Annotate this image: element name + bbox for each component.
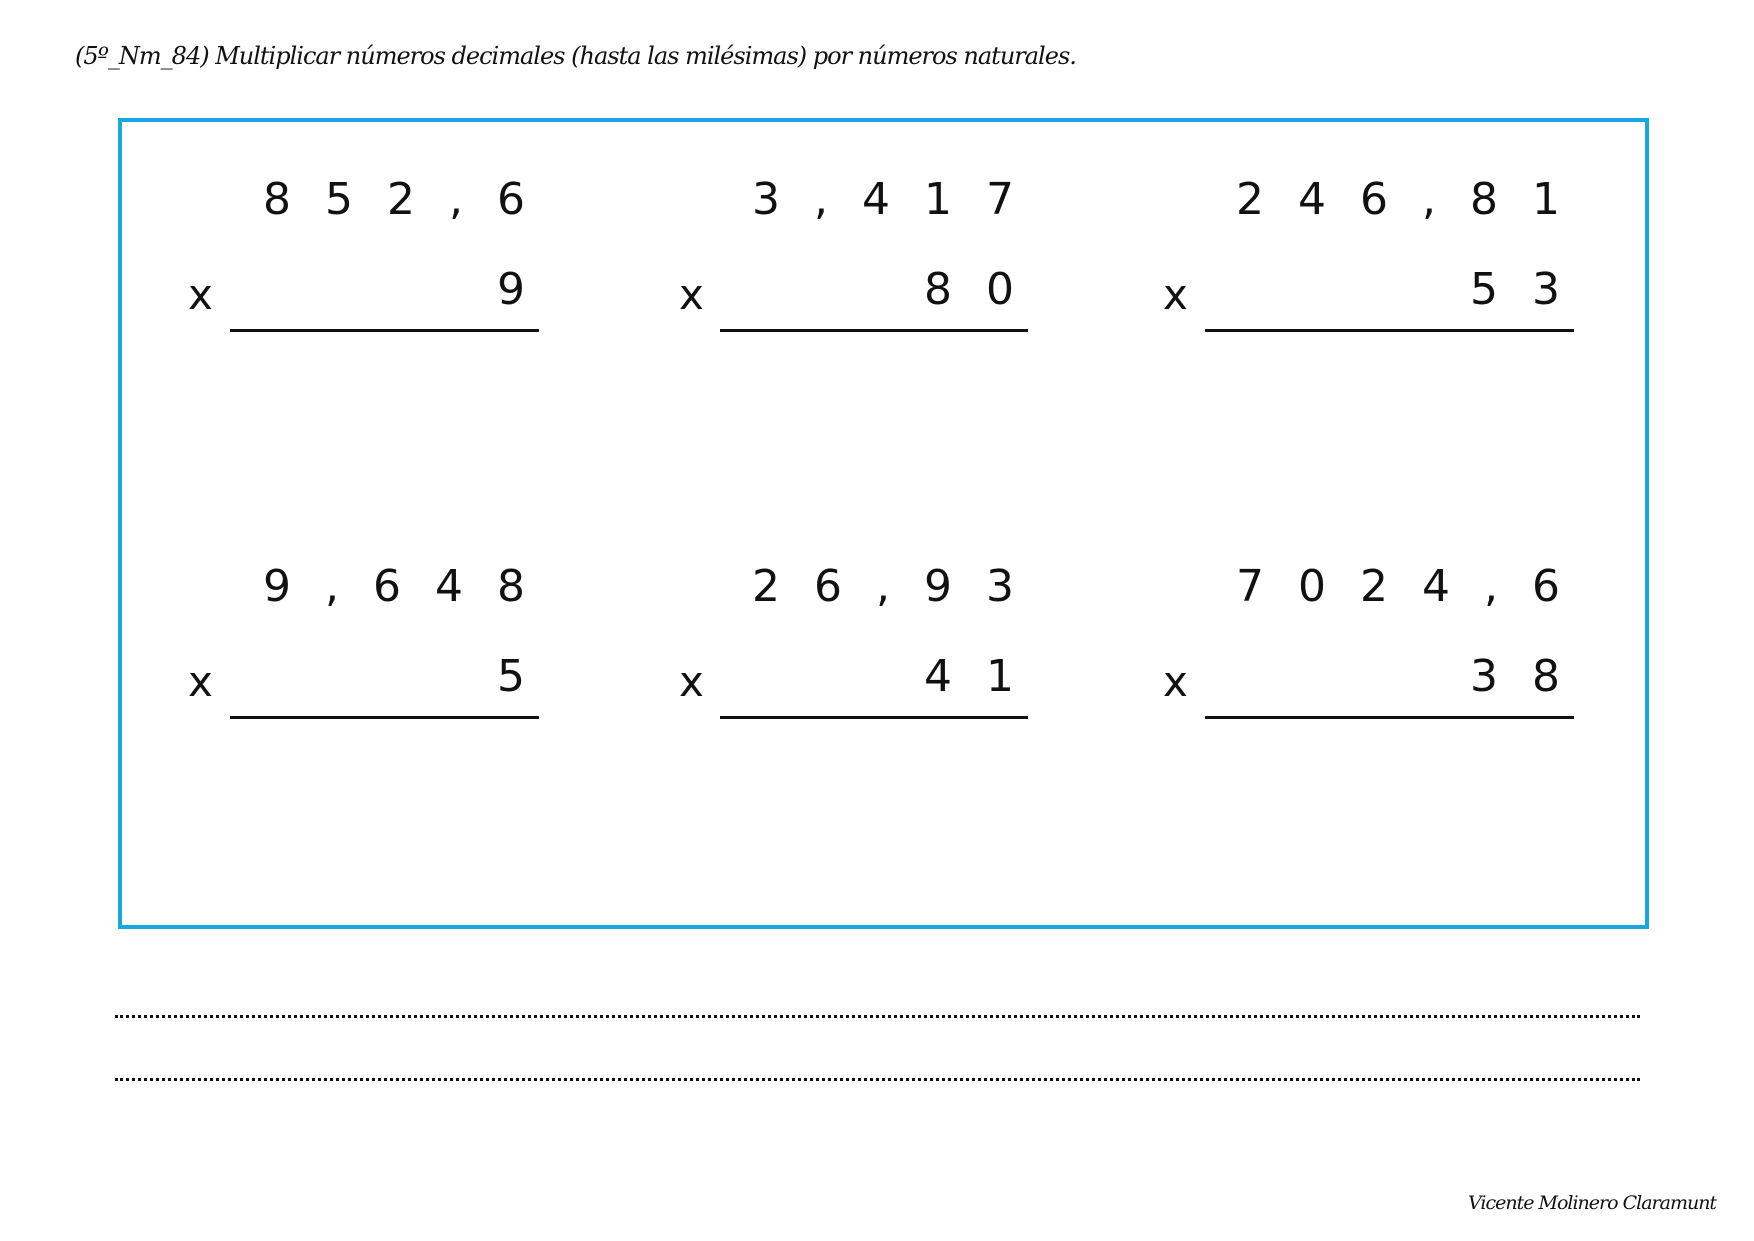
multiplicand: 246,81 (1236, 174, 1594, 225)
answer-line-2[interactable] (115, 1078, 1640, 1081)
multiplier: 9 (497, 264, 559, 315)
multiplication-problem (0, 561, 1594, 762)
multiplier: 38 (1470, 651, 1594, 702)
multiplicand: 7024,6 (1236, 561, 1594, 612)
multiplicand: 9,648 (263, 561, 559, 612)
multiplier: 41 (924, 651, 1048, 702)
result-line (1205, 716, 1574, 719)
multiply-sign: x (679, 270, 704, 319)
multiply-sign: x (188, 657, 213, 706)
multiplication-problem (0, 174, 1594, 375)
multiply-sign: x (188, 270, 213, 319)
result-line (1205, 329, 1574, 332)
multiplier: 80 (924, 264, 1048, 315)
answer-line-1[interactable] (115, 1015, 1640, 1018)
multiplicand: 852,6 (263, 174, 559, 225)
multiplicand: 26,93 (752, 561, 1048, 612)
multiplier: 5 (497, 651, 559, 702)
multiply-sign: x (679, 657, 704, 706)
multiply-sign: x (1163, 270, 1188, 319)
multiplicand: 3,417 (752, 174, 1048, 225)
worksheet-title: (5º_Nm_84) Multiplicar números decimales (hasta las milésimas) por números naturales. (75, 42, 1076, 70)
multiplier: 53 (1470, 264, 1594, 315)
author-credit: Vicente Molinero Claramunt (1468, 1192, 1717, 1214)
multiply-sign: x (1163, 657, 1188, 706)
